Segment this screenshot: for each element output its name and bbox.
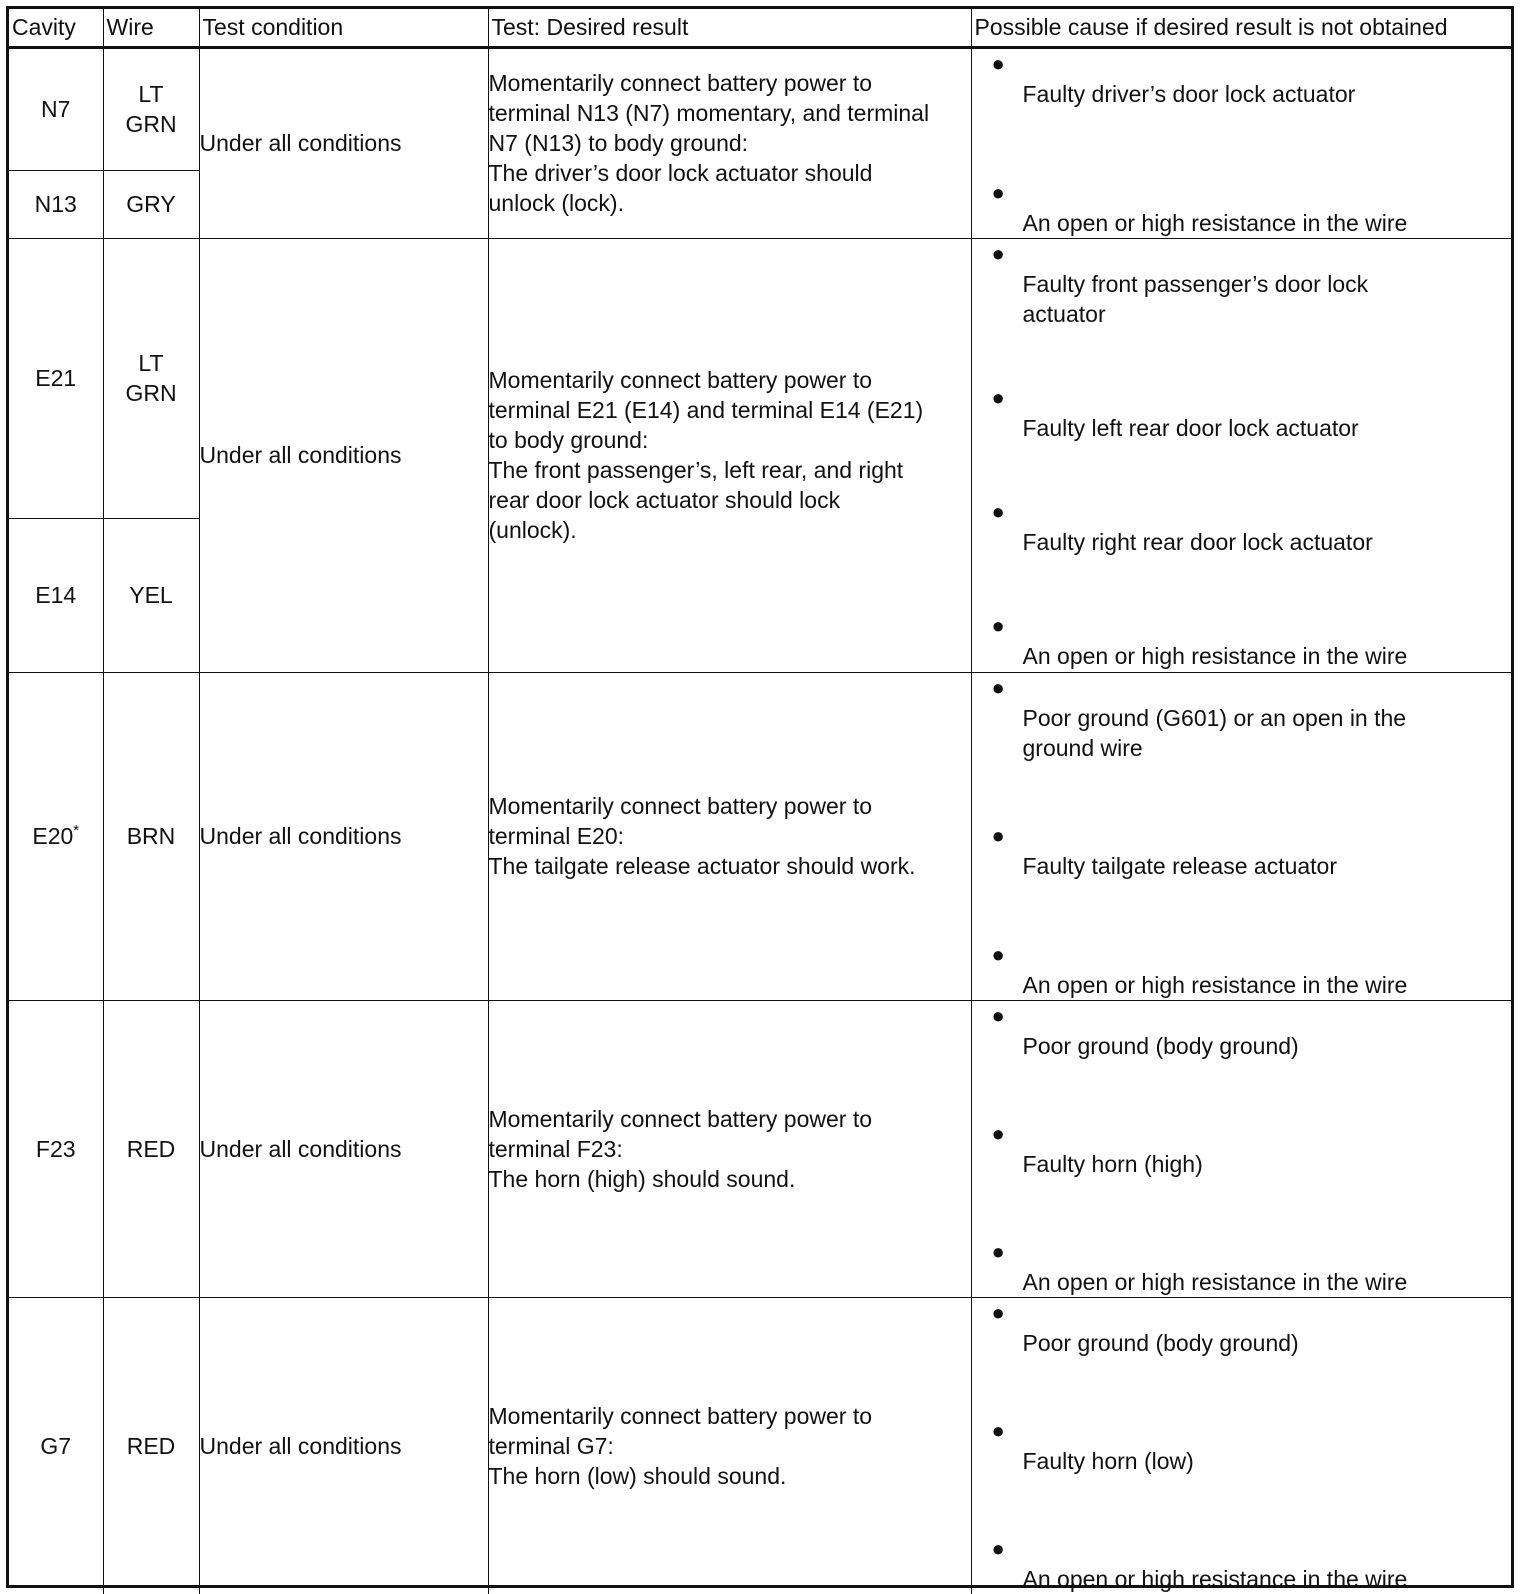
list-item	[972, 49, 1512, 109]
list-item	[972, 940, 1512, 1000]
cause-text: An open or high resistance in the wire	[1022, 1268, 1408, 1295]
cavity-cell: G7	[9, 1297, 103, 1594]
cause-text	[1023, 269, 1506, 329]
list-item	[972, 673, 1512, 763]
test-line: unlock (lock).	[488, 190, 624, 216]
wire-line: GRN	[125, 380, 177, 406]
cause-text: An open or high resistance in the wire	[1022, 209, 1408, 236]
cause-text: Faulty horn (low)	[1022, 1447, 1194, 1474]
wire-cell	[103, 47, 199, 170]
wire-cell: RED	[103, 1000, 199, 1297]
connector-test-table-frame	[6, 6, 1514, 1592]
list-item	[972, 1416, 1512, 1476]
test-line: rear door lock actuator should lock	[488, 487, 841, 513]
list-item	[972, 1001, 1512, 1061]
cause-line: Faulty front passenger’s door lock	[1022, 270, 1369, 297]
test-result-cell	[488, 47, 971, 238]
wire-cell: BRN	[103, 672, 199, 1000]
footnote-mark: *	[73, 822, 80, 839]
cause-text: Faulty left rear door lock actuator	[1022, 414, 1359, 441]
test-line: The horn (high) should sound.	[488, 1165, 796, 1192]
list-item	[972, 1237, 1512, 1297]
bullet-icon: ●	[991, 1417, 1005, 1443]
cavity-cell: E21	[9, 238, 103, 518]
cause-list	[972, 49, 1512, 238]
list-item	[972, 1119, 1512, 1179]
cause-text: An open or high resistance in the wire	[1022, 643, 1408, 670]
bullet-icon: ●	[991, 613, 1005, 639]
test-line: The driver’s door lock actuator should	[488, 160, 873, 186]
test-line: to body ground:	[488, 427, 649, 453]
cavity-cell: F23	[9, 1000, 103, 1297]
cause-text: Poor ground (body ground)	[1022, 1032, 1299, 1059]
test-condition-cell: Under all conditions	[199, 1000, 488, 1297]
test-line: The front passenger’s, left rear, and right	[488, 457, 904, 483]
connector-test-table	[9, 9, 1511, 1594]
header-wire: Wire	[103, 9, 199, 47]
test-condition-cell: Under all conditions	[199, 238, 488, 672]
test-line: Momentarily connect battery power to	[488, 70, 873, 96]
cause-line: Poor ground (G601) or an open in the	[1022, 704, 1407, 731]
wire-cell	[103, 238, 199, 518]
table-row-f23	[9, 1000, 1511, 1297]
bullet-icon: ●	[991, 941, 1005, 967]
table-row-e20	[9, 672, 1511, 1000]
table-row-n7	[9, 47, 1511, 170]
list-item	[972, 497, 1512, 557]
wire-cell: RED	[103, 1297, 199, 1594]
test-line: terminal N13 (N7) momentary, and terminal	[488, 100, 930, 126]
bullet-icon: ●	[991, 240, 1005, 266]
possible-cause-cell	[971, 1000, 1511, 1297]
test-line: Momentarily connect battery power to	[488, 1402, 873, 1429]
header-cavity: Cavity	[9, 9, 103, 47]
bullet-icon: ●	[991, 384, 1005, 410]
cause-text: An open or high resistance in the wire	[1022, 971, 1408, 998]
cause-text: Faulty tailgate release actuator	[1022, 853, 1338, 879]
test-line: terminal G7:	[488, 1432, 614, 1459]
cavity-cell: N7	[9, 47, 103, 170]
bullet-icon: ●	[991, 50, 1005, 76]
header-row	[9, 9, 1511, 47]
cause-line: actuator	[1022, 300, 1106, 327]
list-item	[972, 178, 1512, 238]
header-test-desired-result: Test: Desired result	[488, 9, 971, 47]
cause-text: Faulty driver’s door lock actuator	[1022, 80, 1356, 107]
wire-cell: YEL	[103, 518, 199, 672]
cause-list	[972, 239, 1512, 672]
cavity-cell	[9, 672, 103, 1000]
test-line: Momentarily connect battery power to	[488, 793, 873, 819]
cause-text: Faulty horn (high)	[1022, 1150, 1203, 1177]
cause-list	[972, 673, 1512, 1000]
possible-cause-cell	[971, 238, 1511, 672]
cause-line: ground wire	[1022, 734, 1143, 761]
list-item	[972, 383, 1512, 443]
list-item	[972, 1298, 1512, 1358]
test-condition-cell: Under all conditions	[199, 47, 488, 238]
table-row-e21	[9, 238, 1511, 518]
test-result-cell	[488, 1000, 971, 1297]
test-line: N7 (N13) to body ground:	[488, 130, 749, 156]
test-condition-cell: Under all conditions	[199, 1297, 488, 1594]
bullet-icon: ●	[991, 179, 1005, 205]
bullet-icon: ●	[991, 1120, 1005, 1146]
bullet-icon: ●	[991, 1536, 1005, 1561]
test-result-cell	[488, 672, 971, 1000]
cavity-cell: N13	[9, 170, 103, 238]
test-line: terminal F23:	[488, 1135, 623, 1162]
test-result-cell	[488, 1297, 971, 1594]
cause-text: An open or high resistance in the wire	[1022, 1566, 1408, 1592]
list-item	[972, 1534, 1512, 1594]
test-condition-cell: Under all conditions	[199, 672, 488, 1000]
test-line: The horn (low) should sound.	[488, 1462, 787, 1489]
test-line: Momentarily connect battery power to	[488, 1105, 873, 1132]
wire-line: LT	[138, 350, 164, 376]
test-line: terminal E20:	[488, 823, 625, 849]
test-line: Momentarily connect battery power to	[488, 367, 873, 393]
test-line: The tailgate release actuator should work.	[488, 853, 916, 879]
cavity-label: E20	[32, 823, 74, 849]
bullet-icon: ●	[991, 1238, 1005, 1264]
table-row-g7	[9, 1297, 1511, 1594]
bullet-icon: ●	[991, 1299, 1005, 1325]
bullet-icon: ●	[991, 823, 1005, 848]
list-item	[972, 821, 1512, 881]
list-item	[972, 611, 1512, 671]
cause-text: Faulty right rear door lock actuator	[1022, 529, 1373, 556]
test-line: (unlock).	[488, 517, 577, 543]
header-possible-cause: Possible cause if desired result is not obtained	[971, 9, 1511, 47]
possible-cause-cell	[971, 1297, 1511, 1594]
possible-cause-cell	[971, 47, 1511, 238]
cause-list	[972, 1298, 1512, 1594]
list-item	[972, 239, 1512, 329]
cause-text	[1023, 703, 1506, 763]
cause-list	[972, 1001, 1512, 1297]
bullet-icon: ●	[991, 1002, 1005, 1028]
test-result-cell	[488, 238, 971, 672]
cavity-cell: E14	[9, 518, 103, 672]
test-line: terminal E21 (E14) and terminal E14 (E21)	[488, 397, 924, 423]
header-test-condition: Test condition	[199, 9, 488, 47]
cause-text: Poor ground (body ground)	[1022, 1329, 1299, 1356]
wire-line: LT	[138, 81, 164, 107]
bullet-icon: ●	[991, 499, 1005, 525]
wire-line: GRN	[125, 111, 177, 137]
bullet-icon: ●	[991, 674, 1005, 700]
possible-cause-cell	[971, 672, 1511, 1000]
wire-cell: GRY	[103, 170, 199, 238]
